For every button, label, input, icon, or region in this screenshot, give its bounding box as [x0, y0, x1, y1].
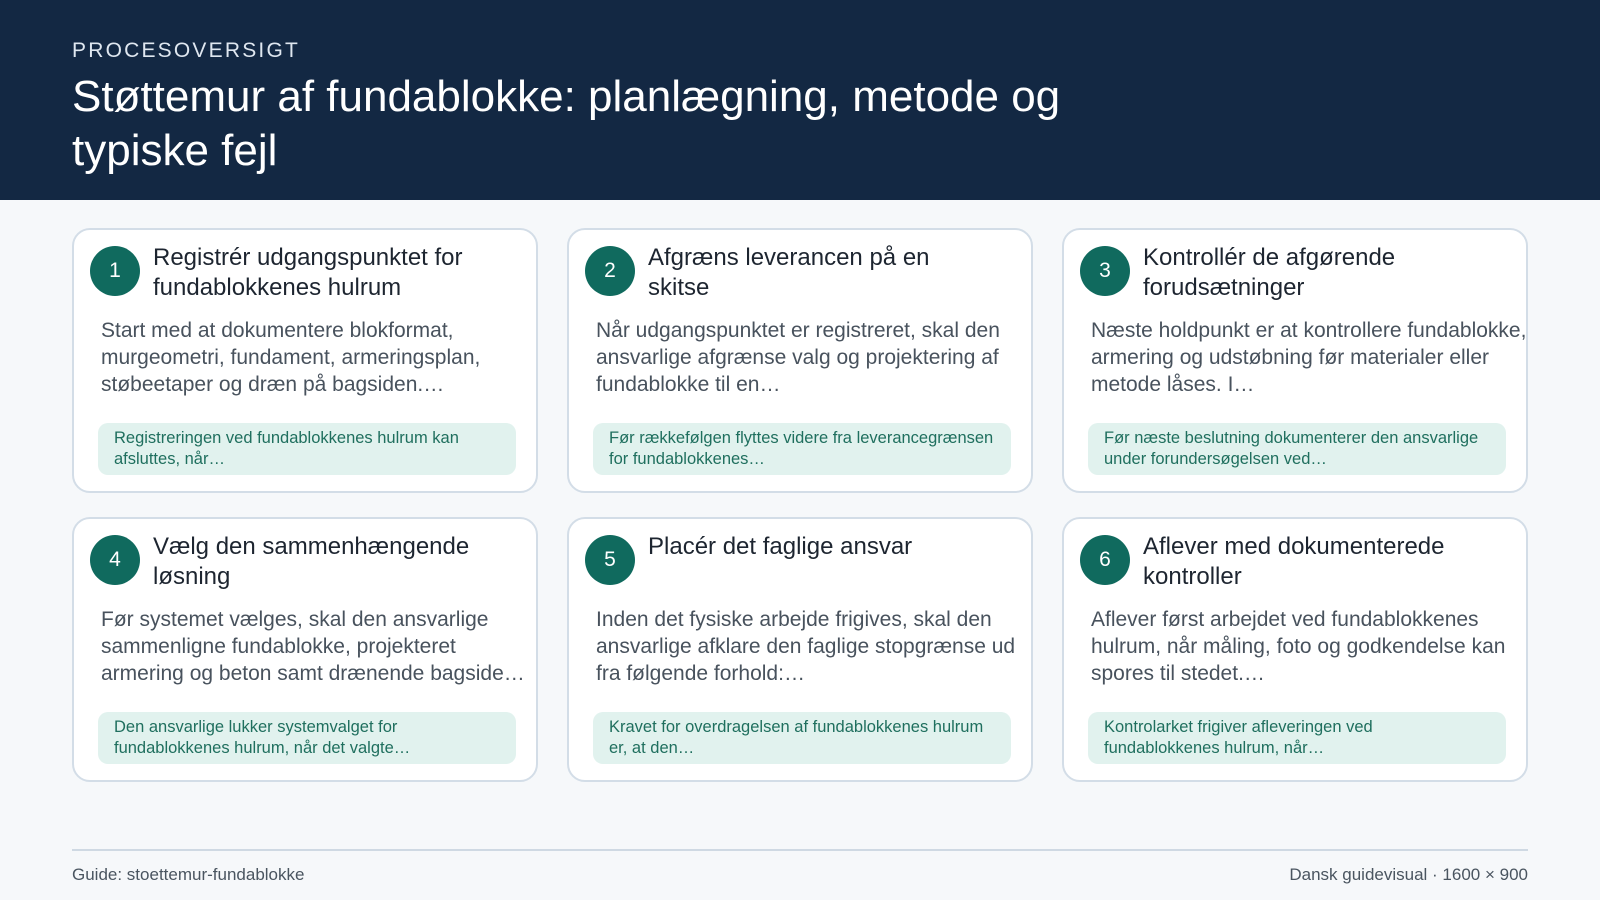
step-number-badge: 3	[1080, 246, 1130, 296]
page-title: Støttemur af fundablokke: planlægning, metode og typiske fejl	[72, 72, 1061, 175]
step-note: Den ansvarlige lukker systemvalget for fundablokkenes hulrum, når det valgte…	[98, 712, 516, 764]
step-description: Aflever først arbejdet ved fundablokkenes hulrum, når måling, foto og godkendelse kan spores til stedet.…	[1091, 608, 1506, 685]
step-number-badge: 5	[585, 535, 635, 585]
step-card-1	[72, 228, 538, 493]
step-number-badge: 2	[585, 246, 635, 296]
step-title: Kontrollér de afgørende forudsætninger	[1143, 244, 1396, 301]
step-description: Før systemet vælges, skal den ansvarlige sammenligne fundablokke, projekteret armering og beton samt drænende bagside…	[101, 608, 525, 685]
step-card-5	[567, 517, 1033, 782]
step-note: Før næste beslutning dokumenterer den ansvarlige under forundersøgelsen ved…	[1088, 423, 1506, 475]
step-number-badge: 4	[90, 535, 140, 585]
process-steps-grid	[72, 228, 1528, 782]
step-title: Registrér udgangspunktet for fundablokkenes hulrum	[153, 244, 463, 301]
step-title: Vælg den sammenhængende løsning	[153, 533, 470, 590]
step-card-4	[72, 517, 538, 782]
step-note: Registreringen ved fundablokkenes hulrum kan afsluttes, når…	[98, 423, 516, 475]
step-note: Kravet for overdragelsen af fundablokkenes hulrum er, at den…	[593, 712, 1011, 764]
step-note: Før rækkefølgen flyttes videre fra leverancegrænsen for fundablokkenes…	[593, 423, 1011, 475]
footer-divider	[72, 849, 1528, 851]
step-card-2	[567, 228, 1033, 493]
section-kicker: PROCESOVERSIGT	[72, 39, 301, 62]
step-title: Aflever med dokumenterede kontroller	[1143, 533, 1445, 590]
step-description: Inden det fysiske arbejde frigives, skal den ansvarlige afklare den faglige stopgrænse ud fra følgende forhold:…	[596, 608, 1016, 685]
step-number-badge: 6	[1080, 535, 1130, 585]
step-title: Afgræns leverancen på en skitse	[648, 244, 930, 301]
step-description: Når udgangspunktet er registreret, skal den ansvarlige afgrænse valg og projektering af fundablokke til en…	[596, 319, 1000, 396]
step-description: Start med at dokumentere blokformat, murgeometri, fundament, armeringsplan, støbeetaper og dræn på bagsiden.…	[101, 319, 481, 396]
step-card-3	[1062, 228, 1528, 493]
step-number-badge: 1	[90, 246, 140, 296]
footer-format-label: Dansk guidevisual · 1600 × 900	[1289, 865, 1528, 884]
step-card-6	[1062, 517, 1528, 782]
step-title: Placér det faglige ansvar	[648, 533, 913, 560]
header-banner	[0, 0, 1600, 200]
step-description: Næste holdpunkt er at kontrollere fundablokke, armering og udstøbning før materialer eller metode låses. I…	[1091, 319, 1527, 396]
step-note: Kontrolarket frigiver afleveringen ved fundablokkenes hulrum, når…	[1088, 712, 1506, 764]
footer-guide-label: Guide: stoettemur-fundablokke	[72, 865, 305, 884]
